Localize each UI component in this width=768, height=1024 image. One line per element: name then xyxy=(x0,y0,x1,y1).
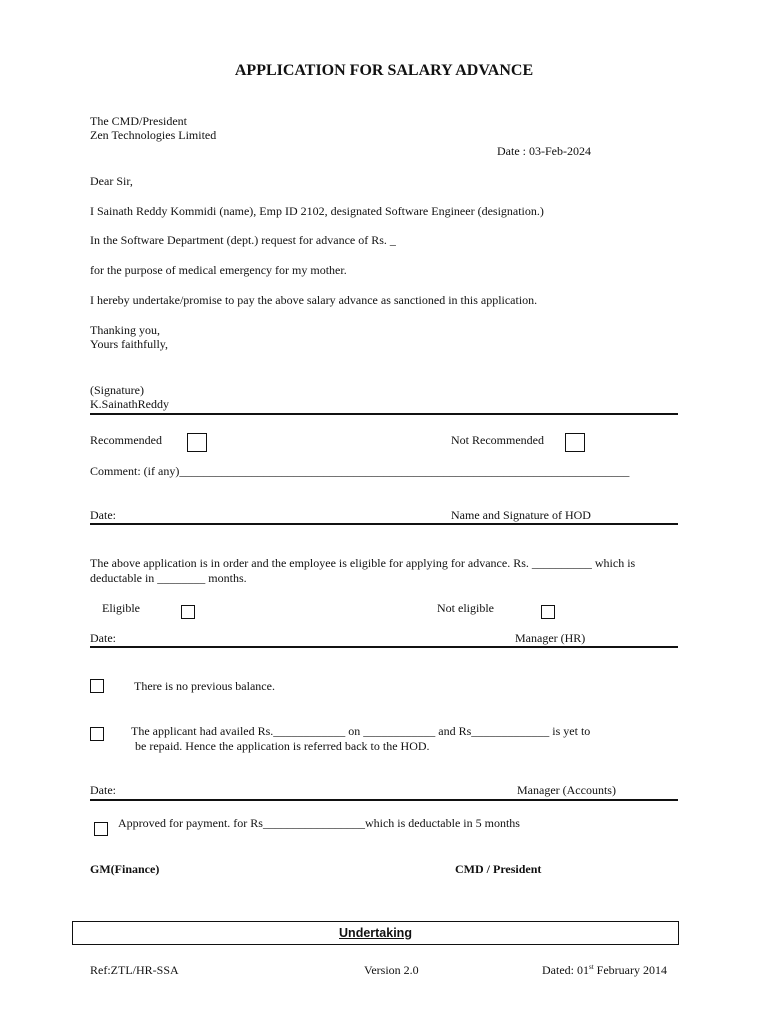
availed-line-1: The applicant had availed Rs.____________ on ____________ and Rs_____________ is yet to xyxy=(131,724,591,738)
gm-finance-label: GM(Finance) xyxy=(90,862,160,876)
approval-checkbox[interactable] xyxy=(94,822,108,836)
footer-dated-suffix: February 2014 xyxy=(593,963,667,977)
comment-field[interactable]: Comment: (if any)___________________________________________________________________________ xyxy=(90,464,630,478)
availed-checkbox[interactable] xyxy=(90,727,104,741)
hr-date-label: Date: xyxy=(90,631,116,645)
signature-label: (Signature) xyxy=(90,383,144,397)
no-balance-checkbox[interactable] xyxy=(90,679,104,693)
body-line-2: In the Software Department (dept.) request for advance of Rs. _ xyxy=(90,233,396,247)
salutation: Dear Sir, xyxy=(90,174,133,188)
not-eligible-label: Not eligible xyxy=(437,601,494,615)
no-balance-label: There is no previous balance. xyxy=(134,679,275,693)
divider xyxy=(90,646,678,648)
hr-manager-label: Manager (HR) xyxy=(515,631,586,645)
divider xyxy=(90,523,678,525)
footer-dated-prefix: Dated: 01 xyxy=(542,963,589,977)
undertaking-title: Undertaking xyxy=(339,926,412,940)
divider xyxy=(90,413,678,415)
undertaking-header xyxy=(72,921,679,945)
divider xyxy=(90,799,678,801)
closing-thanks: Thanking you, xyxy=(90,323,160,337)
not-recommended-label: Not Recommended xyxy=(451,433,544,447)
not-recommended-checkbox[interactable] xyxy=(565,433,585,452)
application-date: Date : 03-Feb-2024 xyxy=(497,144,591,158)
body-line-4: I hereby undertake/promise to pay the above salary advance as sanctioned in this application. xyxy=(90,293,538,307)
hr-text-line-2: deductable in ________ months. xyxy=(90,571,247,585)
footer-dated xyxy=(542,963,667,977)
hr-text-line-1: The above application is in order and the employee is eligible for applying for advance. Rs. __________ which is xyxy=(90,556,636,570)
availed-line-2: be repaid. Hence the application is referred back to the HOD. xyxy=(135,739,430,753)
recommended-label: Recommended xyxy=(90,433,162,447)
body-line-1: I Sainath Reddy Kommidi (name), Emp ID 2102, designated Software Engineer (designation.) xyxy=(90,204,544,218)
hod-signature-label: Name and Signature of HOD xyxy=(451,508,591,522)
footer-version: Version 2.0 xyxy=(364,963,419,977)
approval-text: Approved for payment. for Rs_________________which is deductable in 5 months xyxy=(118,816,520,830)
cmd-president-label: CMD / President xyxy=(455,862,542,876)
body-line-3: for the purpose of medical emergency for my mother. xyxy=(90,263,347,277)
accounts-date-label: Date: xyxy=(90,783,116,797)
accounts-manager-label: Manager (Accounts) xyxy=(517,783,616,797)
signature-name: K.SainathReddy xyxy=(90,397,169,411)
addressee-line-1: The CMD/President xyxy=(90,114,187,128)
not-eligible-checkbox[interactable] xyxy=(541,605,555,619)
hod-date-label: Date: xyxy=(90,508,116,522)
footer-dated-sup: st xyxy=(589,963,594,971)
recommended-checkbox[interactable] xyxy=(187,433,207,452)
addressee-line-2: Zen Technologies Limited xyxy=(90,128,217,142)
eligible-checkbox[interactable] xyxy=(181,605,195,619)
footer-ref: Ref:ZTL/HR-SSA xyxy=(90,963,179,977)
page-title: APPLICATION FOR SALARY ADVANCE xyxy=(234,62,534,79)
eligible-label: Eligible xyxy=(102,601,140,615)
closing-yours: Yours faithfully, xyxy=(90,337,169,351)
